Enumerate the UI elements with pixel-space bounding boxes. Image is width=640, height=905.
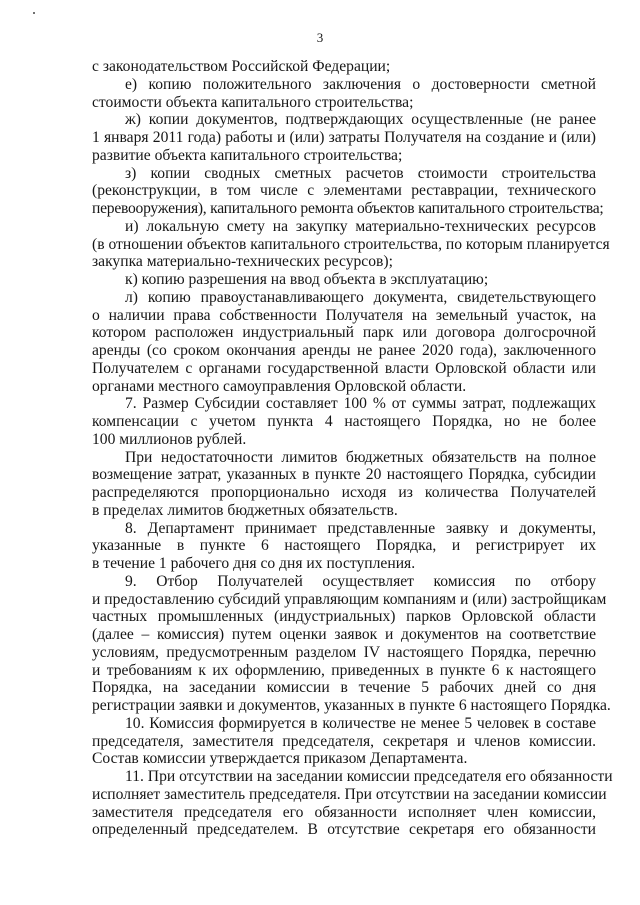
text-line: е) копию положительного заключения о достоверности сметной [125, 75, 596, 93]
text-line: компенсации с учетом пункта 4 настоящего Порядка, но не более [92, 413, 596, 430]
text-line: условиям, предусмотренным разделом IV настоящего Порядка, перечню [92, 643, 596, 661]
text-line: и) локальную смету на закупку материально-технических ресурсов [125, 217, 596, 235]
text-line: частных промышленных (индустриальных) парков Орловской области [92, 608, 596, 626]
text-line: Получателем с органами государственной власти Орловской области или [92, 359, 596, 377]
text-line: аренды (со сроком окончания аренды не ранее 2020 года), заключенного [92, 342, 596, 359]
text-line: л) копию правоустанавливающего документа, свидетельствующего [125, 288, 596, 306]
scan-speck [33, 12, 35, 14]
text-line: перевооружения), капитального ремонта объектов капитального строительства; [92, 200, 604, 217]
text-line: возмещение затрат, указанных в пункте 20 настоящего Порядка, субсидии [92, 466, 596, 484]
text-line: и требованиям к их оформлению, приведенных в пункте 6 к настоящего [92, 661, 596, 679]
text-line: к) копию разрешения на ввод объекта в эксплуатацию; [125, 271, 489, 288]
text-line: 7. Размер Субсидии составляет 100 % от суммы затрат, подлежащих [125, 395, 596, 413]
document-body [92, 58, 613, 839]
text-line: 9. Отбор Получателей осуществляет комиссия по отбору [125, 572, 596, 590]
text-line: стоимости объекта капитального строительства; [92, 93, 414, 111]
text-line: в течение 1 рабочего дня со дня их поступления. [92, 555, 416, 572]
text-line: с законодательством Российской Федерации; [92, 58, 391, 75]
text-line: 8. Департамент принимает представленные заявку и документы, [125, 519, 596, 537]
text-line: 100 миллионов рублей. [92, 430, 247, 448]
text-line: котором расположен индустриальный парк или договора долгосрочной [92, 324, 596, 342]
text-line: регистрации заявки и документов, указанных в пункте 6 настоящего Порядка. [92, 697, 611, 714]
text-line: Состав комиссии утверждается приказом Департамента. [92, 750, 468, 768]
text-line: заместителя председателя его обязанности исполняет член комиссии, [92, 803, 596, 821]
page-number: 3 [316, 30, 324, 45]
text-line: указанные в пункте 6 настоящего Порядка, и регистрирует их [92, 537, 596, 555]
text-line: Порядка, на заседании комиссии в течение 5 рабочих дней со дня [92, 679, 596, 697]
text-line: и предоставлению субсидий управляющим компаниям и (или) застройщикам [92, 590, 607, 608]
text-line: 1 января 2011 года) работы и (или) затраты Получателя на создание и (или) [92, 129, 596, 146]
text-line: определенный председателем. В отсутствие секретаря его обязанности [92, 821, 596, 839]
text-line: (реконструкции, в том числе с элементами реставрации, технического [92, 182, 596, 200]
text-line: (далее – комиссия) путем оценки заявок и документов на соответствие [92, 626, 596, 643]
text-line: (в отношении объектов капитального строительства, по которым планируется [92, 235, 610, 253]
text-line: распределяются пропорционально исходя из количества Получателей [92, 484, 596, 501]
text-line: закупка материально-технических ресурсов); [92, 253, 393, 271]
text-line: председателя, заместителя председателя, секретаря и членов комиссии. [92, 732, 596, 750]
text-line: развитие объекта капитального строительства; [92, 146, 403, 164]
text-line: в пределах лимитов бюджетных обязательств. [92, 501, 398, 519]
text-line: исполняет заместитель председателя. При отсутствии на заседании комиссии [92, 785, 607, 803]
text-line: органами местного самоуправления Орловской области. [92, 377, 467, 395]
text-line: При недостаточности лимитов бюджетных обязательств на полное [125, 448, 596, 466]
text-line: 10. Комиссия формируется в количестве не менее 5 человек в составе [125, 714, 596, 732]
text-line: з) копии сводных сметных расчетов стоимости строительства [125, 164, 596, 182]
text-line: ж) копии документов, подтверждающих осуществленные (не ранее [125, 111, 596, 129]
text-line: о наличии права собственности Получателя на земельный участок, на [92, 306, 596, 324]
text-line: 11. При отсутствии на заседании комиссии председателя его обязанности [125, 768, 613, 785]
